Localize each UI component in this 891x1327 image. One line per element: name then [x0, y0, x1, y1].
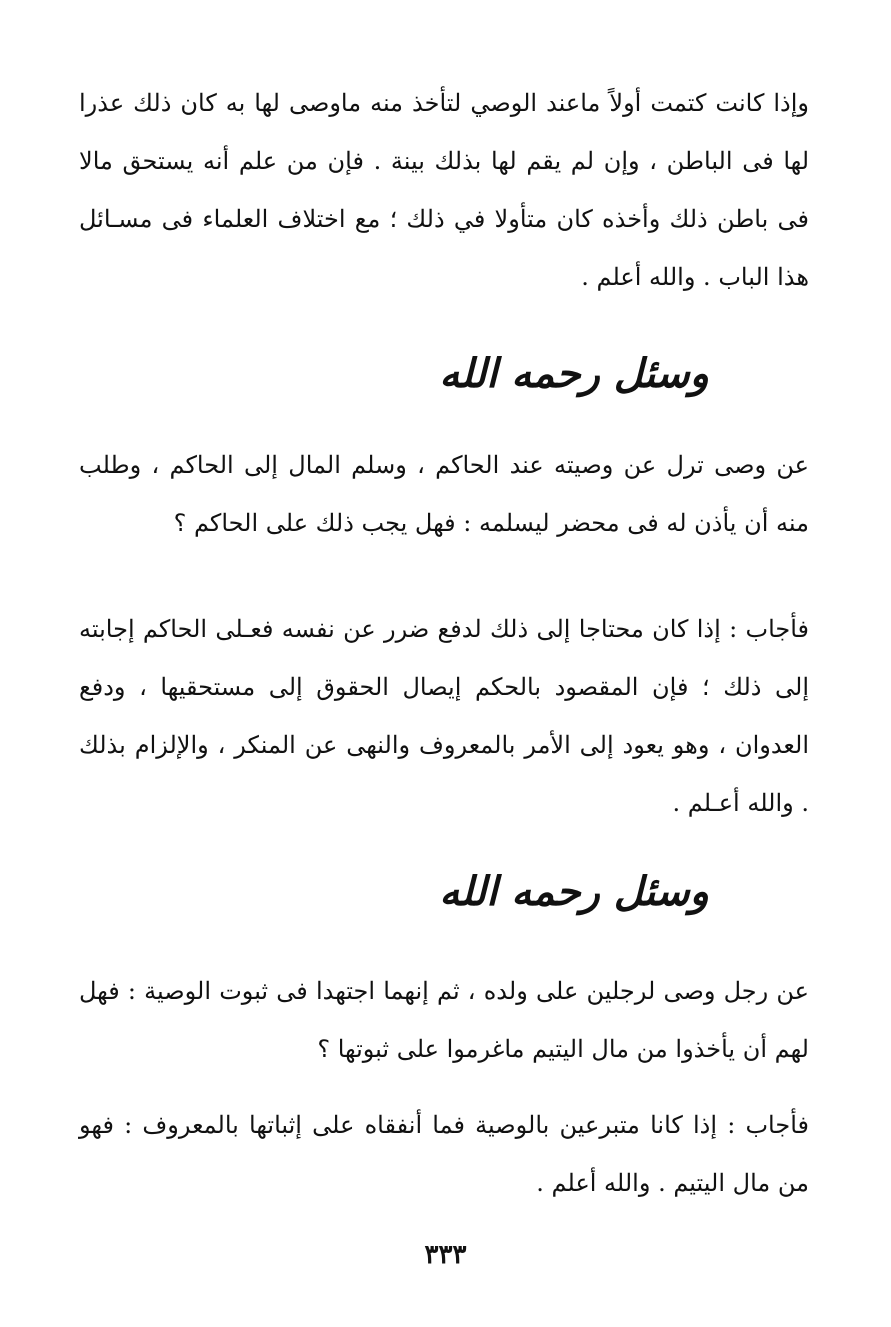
paragraph-opening: وإذا كانت كتمت أولاً ماعند الوصي لتأخذ منه ماوصى لها به كان ذلك عذرا لها فى الباطن ، وإن لم يقم لها بذلك بينة . فإن من علم أنه يستحق مالا فى باطن ذلك وأخذه كان متأولا في ذلك ؛ مع اختلاف العلماء فى مسـائل هذا الباب . والله أعلم . — [79, 89, 809, 291]
question-paragraph-2: عن رجل وصى لرجلين على ولده ، ثم إنهما اجتهدا فى ثبوت الوصية : فهل لهم أن يأخذوا من مال اليتيم ماغرموا على ثبوتها ؟ — [79, 977, 809, 1063]
question-paragraph-1: عن وصى ترل عن وصيته عند الحاكم ، وسلم المال إلى الحاكم ، وطلب منه أن يأذن له فى محضر ليسلمه : فهل يجب ذلك على الحاكم ؟ — [79, 451, 809, 537]
page-number: ٣٣٣ — [424, 1240, 467, 1270]
answer-paragraph-2: فأجاب : إذا كانا متبرعين بالوصية فما أنفقاه على إثباتها بالمعروف : فهو من مال اليتيم . والله أعلم . — [79, 1111, 809, 1197]
section-heading-1: وسئل رحمه الله — [439, 350, 709, 397]
section-heading-2: وسئل رحمه الله — [439, 868, 709, 915]
answer-paragraph-1: فأجاب : إذا كان محتاجا إلى ذلك لدفع ضرر عن نفسه فعـلى الحاكم إجابته إلى ذلك ؛ فإن المقصود بالحكم إيصال الحقوق إلى مستحقيها ، ودفع العدوان ، وهو يعود إلى الأمر بالمعروف والنهى عن المنكر ، والإلزام بذلك . والله أعـلم . — [79, 615, 810, 817]
